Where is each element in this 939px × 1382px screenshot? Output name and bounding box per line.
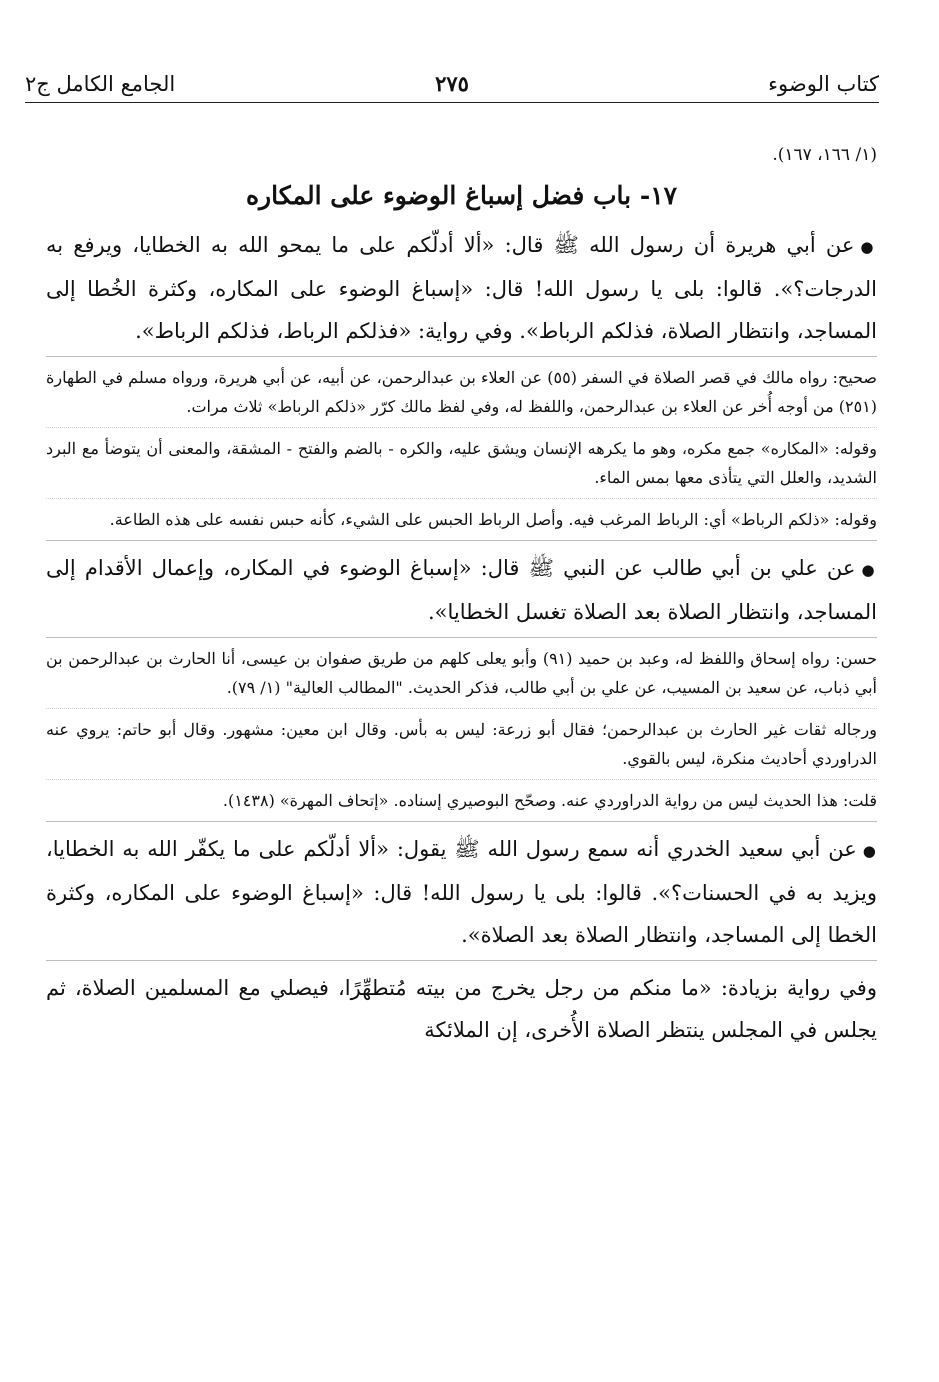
chapter-title: ١٧- باب فضل إسباغ الوضوء على المكاره: [245, 181, 678, 210]
bullet-icon: ●: [861, 561, 877, 579]
hadith-text: [46, 224, 877, 352]
page-number: ٢٧٥: [435, 71, 469, 96]
commentary-note: قلت: هذا الحديث ليس من رواية الدراوردي عنه. وصحّح البوصيري إسناده. «إتحاف المهرة» (١٤٣٨).: [222, 791, 877, 810]
commentary-note: وقوله: «المكاره» جمع مكره، وهو ما يكرهه الإنسان ويشق عليه، والكره - بالضم والفتح - المشقة، والمعنى أن يتوضأ مع البرد الشديد، والعلل التي يتأذى معها بمس الماء.: [46, 439, 877, 487]
hadith-text-content: عن أبي هريرة أن رسول الله ﷺ قال: «ألا أدلّكم على ما يمحو الله به الخطايا، ويرفع به الدرجات؟». قالوا: بلى يا رسول الله! قال: «إسباغ الوضوء على المكاره، وكثرة الخُطا إلى المساجد، وانتظار الصلاة، فذلكم الرباط». وفي رواية: «فذلكم الرباط، فذلكم الرباط».: [46, 233, 877, 343]
book-section-title: كتاب الوضوء: [768, 72, 879, 96]
reference-line: (١/ ١٦٦، ١٦٧).: [772, 145, 877, 165]
bullet-icon: ●: [860, 238, 877, 256]
hadith-text: [46, 547, 877, 633]
book-volume-title: الجامع الكامل ج٢: [25, 72, 176, 96]
page-body: [46, 142, 877, 1055]
commentary-note: وقوله: «ذلكم الرباط» أي: الرباط المرغب فيه. وأصل الرباط الحبس على الشيء، كأنه حبس نفسه على هذه الطاعة.: [109, 510, 877, 529]
page-header: [25, 62, 879, 103]
hadith-text: [46, 828, 877, 956]
commentary-note: صحيح: رواه مالك في قصر الصلاة في السفر (٥٥) عن العلاء بن عبدالرحمن، عن أبيه، عن أبي هريرة، ورواه مسلم في الطهارة (٢٥١) من أوجه أُخر عن العلاء بن عبدالرحمن، واللفظ له، وفي لفظ مالك كرّر «ذلكم الرباط» ثلاث مرات.: [46, 368, 877, 416]
bullet-icon: ●: [862, 842, 877, 860]
hadith-continuation: وفي رواية بزيادة: «ما منكم من رجل يخرج من بيته مُتطهِّرًا، فيصلي مع المسلمين الصلاة، ثم يجلس في المجلس ينتظر الصلاة الأُخرى، إن الملائكة: [46, 976, 877, 1042]
commentary-note: حسن: رواه إسحاق واللفظ له، وعبد بن حميد (٩١) وأبو يعلى كلهم من طريق صفوان بن عيسى، أنا الحارث بن عبدالرحمن بن أبي ذباب، عن سعيد بن المسيب، عن علي بن أبي طالب، فذكر الحديث. "المطالب العالية" (١/ ٧٩).: [46, 649, 878, 697]
hadith-text-content: عن أبي سعيد الخدري أنه سمع رسول الله ﷺ يقول: «ألا أدلّكم على ما يكفّر الله به الخطايا، ويزيد به في الحسنات؟». قالوا: بلى يا رسول الله! قال: «إسباغ الوضوء على المكاره، وكثرة الخطا إلى المساجد، وانتظار الصلاة بعد الصلاة».: [46, 837, 877, 947]
commentary-note: ورجاله ثقات غير الحارث بن عبدالرحمن؛ فقال أبو زرعة: ليس به بأس. وقال ابن معين: مشهور. وقال أبو حاتم: يروي عنه الدراوردي أحاديث منكرة، ليس بالقوي.: [46, 720, 878, 768]
hadith-text-content: عن علي بن أبي طالب عن النبي ﷺ قال: «إسباغ الوضوء في المكاره، وإعمال الأقدام إلى المساجد، وانتظار الصلاة بعد الصلاة تغسل الخطايا».: [46, 556, 877, 624]
